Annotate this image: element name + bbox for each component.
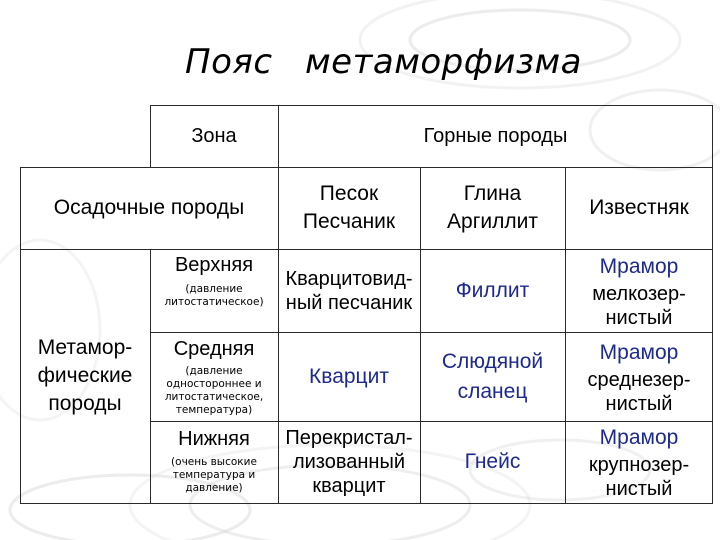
sand-lower: Перекристал- лизованный кварцит: [285, 427, 413, 497]
zone-note: (давление литостатическое): [164, 283, 264, 308]
zone-name: Нижняя: [178, 428, 250, 450]
clay-upper: Филлит: [455, 278, 530, 302]
title-part-1: Пояс: [185, 42, 273, 82]
marble-title: Мрамор: [599, 254, 679, 278]
clay-lower: Гнейс: [464, 450, 521, 473]
marble-title: Мрамор: [599, 426, 679, 449]
zone-note: (очень высокие температура и давление): [171, 456, 257, 494]
limestone-upper: [565, 249, 713, 332]
sand-header: Песок Песчаник: [302, 182, 396, 233]
sedimentary-header: Осадочные породы: [53, 196, 245, 219]
marble-title: Мрамор: [599, 340, 679, 364]
rocks-header: Горные породы: [423, 124, 568, 147]
marble-grain: мелкозер- нистый: [592, 282, 686, 329]
metamorphic-label: Метамор- фические породы: [37, 336, 133, 415]
zone-header: Зона: [191, 124, 237, 147]
zone-name: Средняя: [173, 338, 255, 360]
page-title: [0, 42, 720, 92]
metamorphism-table: [20, 105, 713, 503]
limestone-middle: [565, 332, 713, 421]
zone-upper: [150, 253, 278, 332]
limestone-header: Известняк: [589, 196, 689, 219]
zone-lower: [150, 427, 278, 503]
marble-grain: среднезер- нистый: [587, 368, 691, 415]
title-part-2: метаморфизма: [305, 42, 582, 82]
zone-name: Верхняя: [174, 254, 254, 276]
sand-upper: Кварцитовид- ный песчаник: [285, 267, 413, 314]
zone-middle: [150, 337, 278, 421]
marble-grain: крупнозер- нистый: [588, 454, 690, 500]
limestone-lower: [565, 421, 713, 503]
clay-header: Глина Аргиллит: [447, 182, 538, 233]
zone-note: (давление одностороннее и литостатическое, температура): [164, 365, 264, 416]
sand-middle: Кварцит: [309, 364, 389, 388]
clay-middle: Слюдяной сланец: [441, 349, 544, 403]
